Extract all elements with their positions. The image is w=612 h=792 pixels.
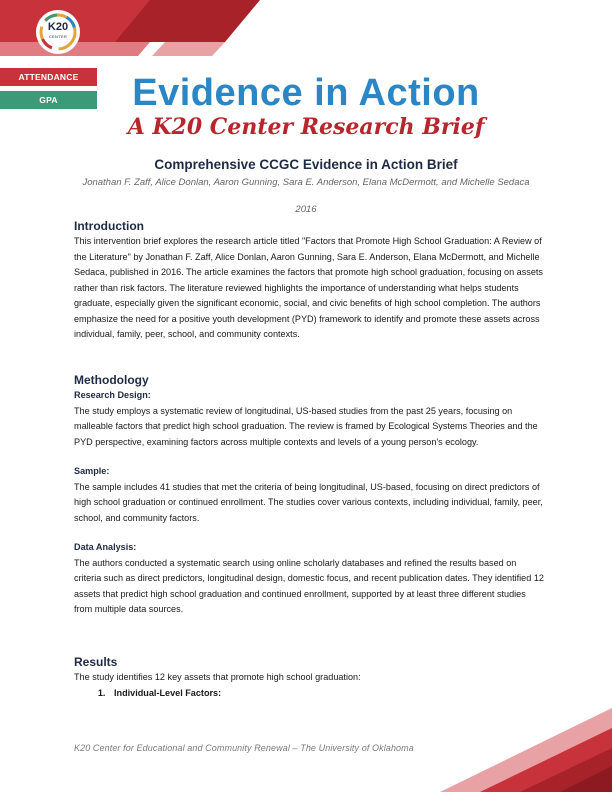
results-intro: The study identifies 12 key assets that promote high school graduation: <box>74 672 361 682</box>
page-subtitle: A K20 Center Research Brief <box>127 114 485 140</box>
sample-label: Sample: <box>74 466 110 476</box>
data-analysis-label: Data Analysis: <box>74 542 137 552</box>
page-title: Evidence in Action <box>132 72 480 114</box>
research-design-text: The study employs a systematic review of longitudinal, US-based studies from the past 25 years, focusing on malleable factors that predict high school graduation. The review is framed by Ecological Systems Theories and the PYD perspective, examining factors across multiple contexts and levels of a young person's ecology. <box>74 405 538 447</box>
results-heading: Results <box>74 655 118 669</box>
footer-decoration <box>0 700 612 792</box>
brief-title: Comprehensive CCGC Evidence in Action Brief <box>154 157 458 172</box>
page-footer: K20 Center for Educational and Community Renewal – The University of Oklahoma <box>74 743 414 753</box>
attendance-tag: ATTENDANCE <box>0 68 97 86</box>
introduction-section <box>74 218 544 343</box>
brief-year: 2016 <box>295 204 317 215</box>
methodology-heading: Methodology <box>74 373 149 387</box>
k20-logo <box>38 12 78 52</box>
sample-text: The sample includes 41 studies that met the criteria of being longitudinal, US-based, focusing on direct predictors of high school graduation or continued enrollment. The studies cover various contexts, including individual, family, peer, school, and community factors. <box>74 481 543 523</box>
brief-authors: Jonathan F. Zaff, Alice Donlan, Aaron Gunning, Sara E. Anderson, Elana McDermott, and Michelle Sedaca <box>82 177 530 188</box>
data-analysis-text: The authors conducted a systematic search using online scholarly databases and refined the results based on criteria such as direct predictors, longitudinal design, domestic focus, and recent publication dates. They identified 12 assets that predict high school graduation and continued enrollment, supported by at least three different studies from multiple data sources. <box>74 557 544 614</box>
methodology-section <box>74 372 544 618</box>
introduction-text: This intervention brief explores the research article titled "Factors that Promote High School Graduation: A Review of the Literature" by Jonathan F. Zaff, Alice Donlan, Aaron Gunning, Sara E. Anderson, Elana McDermott, and Michelle Sedaca, published in 2016. The article examines the factors that promote high school graduation, focusing on assets rather than risk factors. The literature reviewed highlights the importance of understanding what helps students graduate, especially given the significant economic, social, and civic benefits of high school completion. The authors emphasize the need for a positive youth development (PYD) framework to identify and promote these assets across individual, family, peer, school, and community contexts. <box>74 236 543 339</box>
results-section <box>74 654 544 701</box>
logo-sub-text: CENTER <box>48 34 68 39</box>
research-design-label: Research Design: <box>74 390 151 400</box>
list-item: 1. Individual-Level Factors: <box>108 686 544 702</box>
header-decoration <box>0 0 612 62</box>
logo-main-text: K20 <box>47 21 69 33</box>
introduction-heading: Introduction <box>74 219 144 233</box>
results-list <box>74 686 544 702</box>
gpa-tag: GPA <box>0 91 97 109</box>
